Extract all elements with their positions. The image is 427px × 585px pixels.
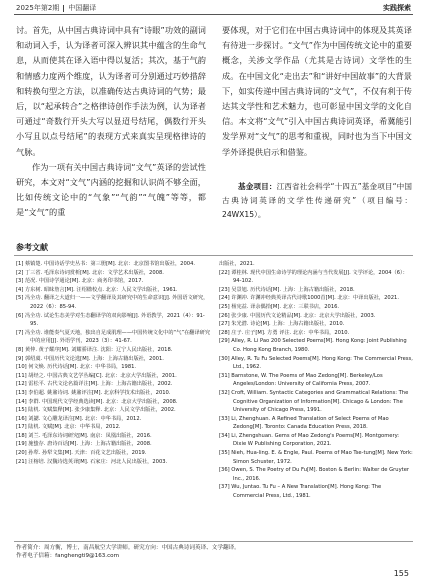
author-rule <box>14 541 413 542</box>
section-title: 实践探索 <box>383 4 411 12</box>
body-paragraph: 作为一项有关中国古典诗词“文气”英译的尝试性研究，本文对“文气”内涵的挖掘和认识尚不够全面，比如传统文论中的“气象”“气韵”“气魄”等等，都是“文气”的重 <box>16 161 206 218</box>
reference-item: [35] Nieh, Hua-ling. E. & Engle, Paul. Poems of Mao Tse-tung[M]. New York: Simon Schuster, 1972. <box>219 450 413 465</box>
reference-item: [23] 吴景旭. 历代诗话[M]. 上海：上海古籍出版社，2018. <box>219 286 355 293</box>
page-number: 155 <box>393 569 409 578</box>
reference-item: [19] 施蛰存. 唐诗百话[M]. 上海：上海古籍出版社，2008. <box>16 441 152 448</box>
references-title: 参考文献 <box>16 243 48 252</box>
reference-item: [37] Wu, Juntao. Tu Fu – A New Translation[M]. Hong Kong: The Commercial Press, Ltd., 1981. <box>219 484 382 500</box>
reference-item: [24] 许渊冲. 许渊冲经典英译古代诗歌1000首[M]. 北京：中译出版社，2021. <box>219 295 399 302</box>
reference-item: [7] 冯全功. 谁能奏气夏天地，独出自足成肌理——中国传统文化中的“气”在翻译研究中的应用[J]. 外语学刊，2023（3）：41-67. <box>16 329 211 345</box>
reference-item: [10] 何文焕. 历代诗话[M]. 北京：中华书局，1981. <box>16 364 137 371</box>
reference-item: [31] Barnstone, W. The Poems of Mao Zedong[M]. Berkeley/Los Angeles/London: University of California Press, 2007. <box>219 372 383 388</box>
page-header <box>0 0 427 16</box>
reference-item: [5] 冯全功. 翻译之大道归一——文学翻译及其研究中的生命意识[J]. 外国语文研究，2022（6）：85-94. <box>16 295 209 310</box>
references-column-left <box>16 260 212 466</box>
funding-text: 江西省社会科学“十四五”基金项目“中国古典诗词英译的文学性传递研究”（项目编号：24WX15）。 <box>222 181 412 219</box>
author-bio: 作者简介：周方衡，博士，南昌航空大学讲师。研究方向：中国古典诗词英译、文学翻译。 <box>16 545 240 551</box>
reference-item: [11] 胡经之. 中国古典文艺学丛编[C]. 北京：北京大学出版社，2001. <box>16 372 177 379</box>
reference-item: [12] 雷松平. 古代文论名篇详注[M]. 上海：上海古籍出版社，2002. <box>16 381 173 388</box>
reference-item: [28] 庄子. 庄子[M]. 方勇 评注. 北京：中华书局，2010. <box>219 329 350 336</box>
reference-item: [26] 张少康. 中国历代文论精品[M]. 北京：北京大学出版社，2003. <box>219 312 376 319</box>
header-rule <box>14 14 413 15</box>
reference-item: [14] 李群. 中国现代文学经典选读[M]. 北京：北京大学出版社，2008. <box>16 398 178 405</box>
reference-item: [34] Li, Zhengshuan. Gems of Mao Zedong's Poems[M]. Montgomery: Dixie W Publishing Corporation, 2021. <box>219 432 400 448</box>
header-divider <box>63 5 64 12</box>
references-rule <box>14 255 413 256</box>
reference-item: [25] 杨宪益. 译余偶拾[M]. 北京：三联书店，2016. <box>219 303 340 310</box>
reference-item: [9] 郭绍虞. 中国历代文论选[M]. 上海：上海古籍出版社，2001. <box>16 355 164 362</box>
body-paragraph: 要体现，对于它们在中国古典诗词中的体现及其英译有待进一步探讨。“文气”作为中国传统文论中的重要概念，关涉文学作品（尤其是古诗词）文学性的生成。在中国文化“走出去”和“讲好中国故事”的大背景下，如实传递中国古典诗词的“文气”，不仅有利于传达其文学性和艺术魅力，也可彰显中国文学的文化自信。本文将“文气”引入中国古典诗词英译，希冀能引发学界对“文气”的思考和重视，同时也为当下中国文学外译提供启示和借鉴。 <box>222 25 412 157</box>
reference-item: [21] 汪榕培. 汉魏诗选英译[M]. 石家庄：河北人民出版社，2003. <box>16 458 168 465</box>
references-column-right <box>219 260 413 501</box>
reference-item: 出版社，2021. <box>219 261 255 267</box>
author-email: 作者电子信箱：fanghengti9@163.com <box>16 553 120 559</box>
body-column-left <box>16 23 206 221</box>
reference-item: [2] 丁三省. 毛泽东诗词赏析[M]. 北京：文学艺术出版社，2008. <box>16 269 164 276</box>
reference-item: [13] 李伯超. 姚鼐诗词. 姚鼐评注[M]. 北京科学技术出版社，2010. <box>16 389 171 396</box>
body-paragraph: 讨。首先，从中国古典诗词中具有“诗眼”功效的副词和动词入手，认为译者可深入辨识其中蕴含的生命气息，从而使其在译入语中得以复活；其次，基于气韵和情感力度两个维度，认为译者可分别通过巧妙措辞和转换句型之方法，以准确传达古典诗词的气势；最后，以“起承转合”之格律诗创作手法为例，认为译者可通过“奇数行开头大写以显迢号结尾，偶数行开头小写且以点号结尾”的表现方式来真实呈现格律诗的气脉。 <box>16 25 206 157</box>
reference-item: [22] 谭桂林. 现代中国生命诗学的理论内涵与当代发展[J]. 文学评论，2004（6）：94-102. <box>219 269 408 285</box>
reference-item: [32] Croft, William. Syntactic Categories and Grammatical Relations: The Cognitive Organization of Information[M]. Chicago & London: The University of Chicago Press, 1991. <box>219 389 409 414</box>
reference-item: [17] 陆机. 文赋[M]. 北京：中华书局，2012. <box>16 424 121 431</box>
reference-item: [33] Li, Zhenghuan. A Refined Translation of Select Poems of Mao Zedong[M]. Toronto: Canada Education Press, 2018. <box>219 415 389 431</box>
reference-item: [29] Alley, R. Li Pao 200 Selected Poems[M]. Hong Kong: Joint Publishing Co. Hong Kong Branch, 1980. <box>219 338 407 353</box>
body-column-right <box>222 23 412 222</box>
reference-item: [8] 黄仲. 黄子耀序[M]. 刘耀骄译注. 沈阳：辽宁人民出版社，2018. <box>16 346 173 353</box>
reference-item: [6] 冯全功. 试论生态美学对生态翻译学的双向影响[J]. 外语教学，2021（4）：91-95. <box>16 312 205 328</box>
reference-item: [30] Alley, R. Tu Fu Selected Poems[M]. Hong Kong: The Commercial Press, Ltd., 1962. <box>219 355 413 371</box>
reference-item: [4] 方东树. 昭昧詹言[M]. 汪绍楹校点. 北京：人民文学出版社，1961. <box>16 286 178 293</box>
header-issue <box>16 3 96 13</box>
reference-item: [20] 孙犁. 孙犁文集[M]. 天津：百花文艺出版社，2019. <box>16 450 147 457</box>
issue-label: 2025年第2期 <box>16 4 60 12</box>
funding-label: 基金项目： <box>238 181 277 191</box>
author-note <box>16 544 411 560</box>
journal-name: 中国翻译 <box>68 4 97 12</box>
reference-item: [18] 刘兰. 毛泽东诗词研究[M]. 南京：凤凰出版社，2016. <box>16 432 152 439</box>
reference-item: [36] Owen, S. The Poetry of Du Fu[M]. Boston & Berlin: Walter de Gruyter Inc., 2016. <box>219 467 410 482</box>
reference-item: [16] 刘勰. 文心雕龙译注[M]. 北京：中华书局，2012. <box>16 415 142 422</box>
reference-item: [15] 陆机. 文赋集释[M]. 张少康集释. 北京：人民文学出版社，2002. <box>16 407 176 414</box>
reference-item: [3] 范况. 中国诗学通论[M]. 北京：商务印书馆，2017. <box>16 278 144 285</box>
reference-item: [27] 朱光潜. 诗论[M]. 上海：上海古籍出版社，2010. <box>219 321 345 328</box>
reference-item: [1] 蔡镇楚. 中国诗话学史丛书：第三册[M]. 北京：北京图书馆出版社，2004. <box>16 261 196 267</box>
funding-note <box>222 180 412 222</box>
